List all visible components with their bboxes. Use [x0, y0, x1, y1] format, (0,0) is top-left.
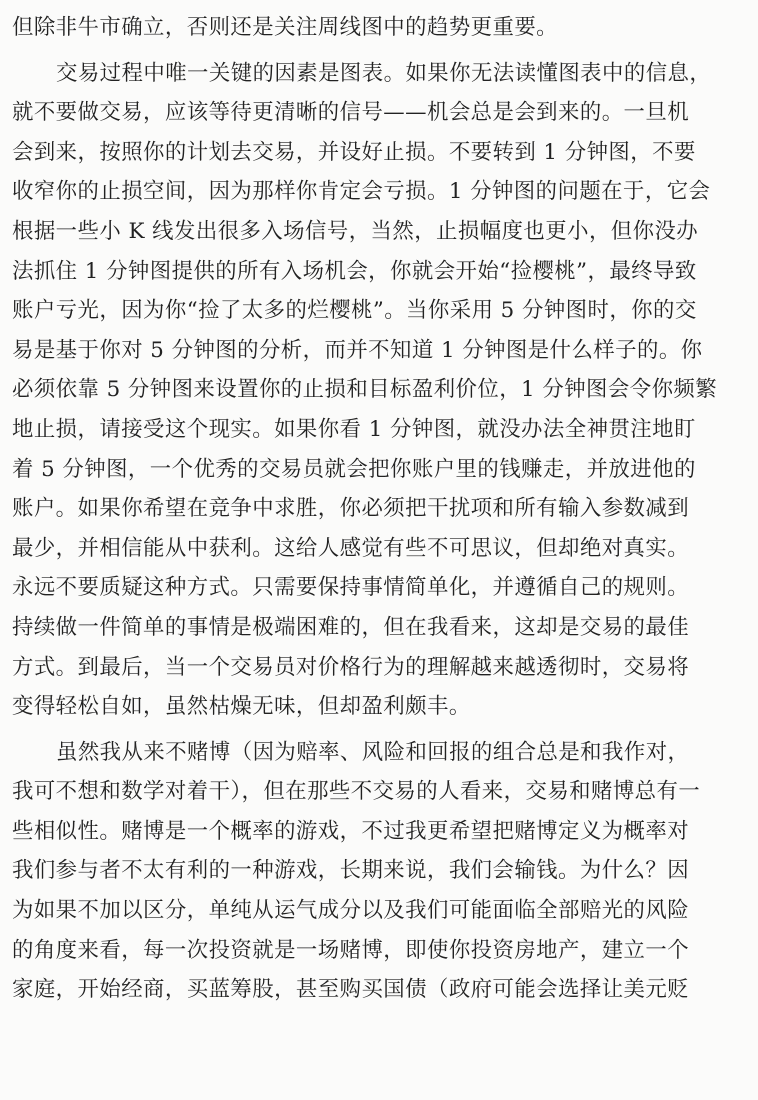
- text-line: 交易过程中唯一关键的因素是图表。如果你无法读懂图表中的信息，: [56, 60, 712, 86]
- text-line: 法抓住 1 分钟图提供的所有入场机会，你就会开始“捡樱桃”，最终导致: [12, 258, 697, 284]
- text-line: 账户。如果你希望在竞争中求胜，你必须把干扰项和所有输入参数减到: [12, 496, 690, 522]
- text-line: 虽然我从来不赌博（因为赔率、风险和回报的组合总是和我作对，: [56, 739, 690, 765]
- text-line: 为如果不加以区分，单纯从运气成分以及我们可能面临全部赔光的风险: [12, 898, 690, 924]
- text-line: 账户亏光，因为你“捡了太多的烂樱桃”。当你采用 5 分钟图时，你的交: [12, 298, 697, 324]
- paragraph-1: [12, 54, 744, 727]
- text-line: 永远不要质疑这种方式。只需要保持事情简单化，并遵循自己的规则。: [12, 575, 690, 601]
- text-line: 收窄你的止损空间，因为那样你肯定会亏损。1 分钟图的问题在于，它会: [12, 179, 711, 205]
- text-line: 根据一些小 K 线发出很多入场信号，当然，止损幅度也更小，但你没办: [12, 218, 699, 244]
- text-line: 必须依靠 5 分钟图来设置你的止损和目标盈利价位，1 分钟图会令你频繁: [12, 377, 718, 403]
- text-line: 变得轻松自如，虽然枯燥无味，但却盈利颇丰。: [12, 694, 471, 720]
- text-line: 的角度来看，每一次投资就是一场赌博，即使你投资房地产，建立一个: [12, 937, 690, 963]
- text-line: 我可不想和数学对着干），但在那些不交易的人看来，交易和赌博总有一: [12, 779, 701, 805]
- text-line: 持续做一件简单的事情是极端困难的，但在我看来，这却是交易的最佳: [12, 614, 690, 640]
- text-line: 些相似性。赌博是一个概率的游戏，不过我更希望把赌博定义为概率对: [12, 818, 690, 844]
- paragraph-2: [12, 733, 744, 1010]
- text-line: 就不要做交易，应该等待更清晰的信号——机会总是会到来的。一旦机: [12, 100, 690, 126]
- text-line: 方式。到最后，当一个交易员对价格行为的理解越来越透彻时，交易将: [12, 654, 690, 680]
- text-line: 地止损，请接受这个现实。如果你看 1 分钟图，就没办法全神贯注地盯: [12, 416, 696, 442]
- text-line: 我们参与者不太有利的一种游戏，长期来说，我们会输钱。为什么？因: [12, 858, 690, 884]
- text-line: 家庭，开始经商，买蓝筹股，甚至购买国债（政府可能会选择让美元贬: [12, 977, 690, 1003]
- text-line: 但除非牛市确立，否则还是关注周线图中的趋势更重要。: [12, 15, 559, 40]
- paragraph-0: [12, 8, 744, 48]
- text-line: 易是基于你对 5 分钟图的分析，而并不知道 1 分钟图是什么样子的。你: [12, 337, 703, 363]
- text-line: 会到来，按照你的计划去交易，并设好止损。不要转到 1 分钟图，不要: [12, 139, 696, 165]
- text-line: 着 5 分钟图，一个优秀的交易员就会把你账户里的钱赚走，并放进他的: [12, 456, 696, 482]
- text-line: 最少，并相信能从中获利。这给人感觉有些不可思议，但却绝对真实。: [12, 535, 690, 561]
